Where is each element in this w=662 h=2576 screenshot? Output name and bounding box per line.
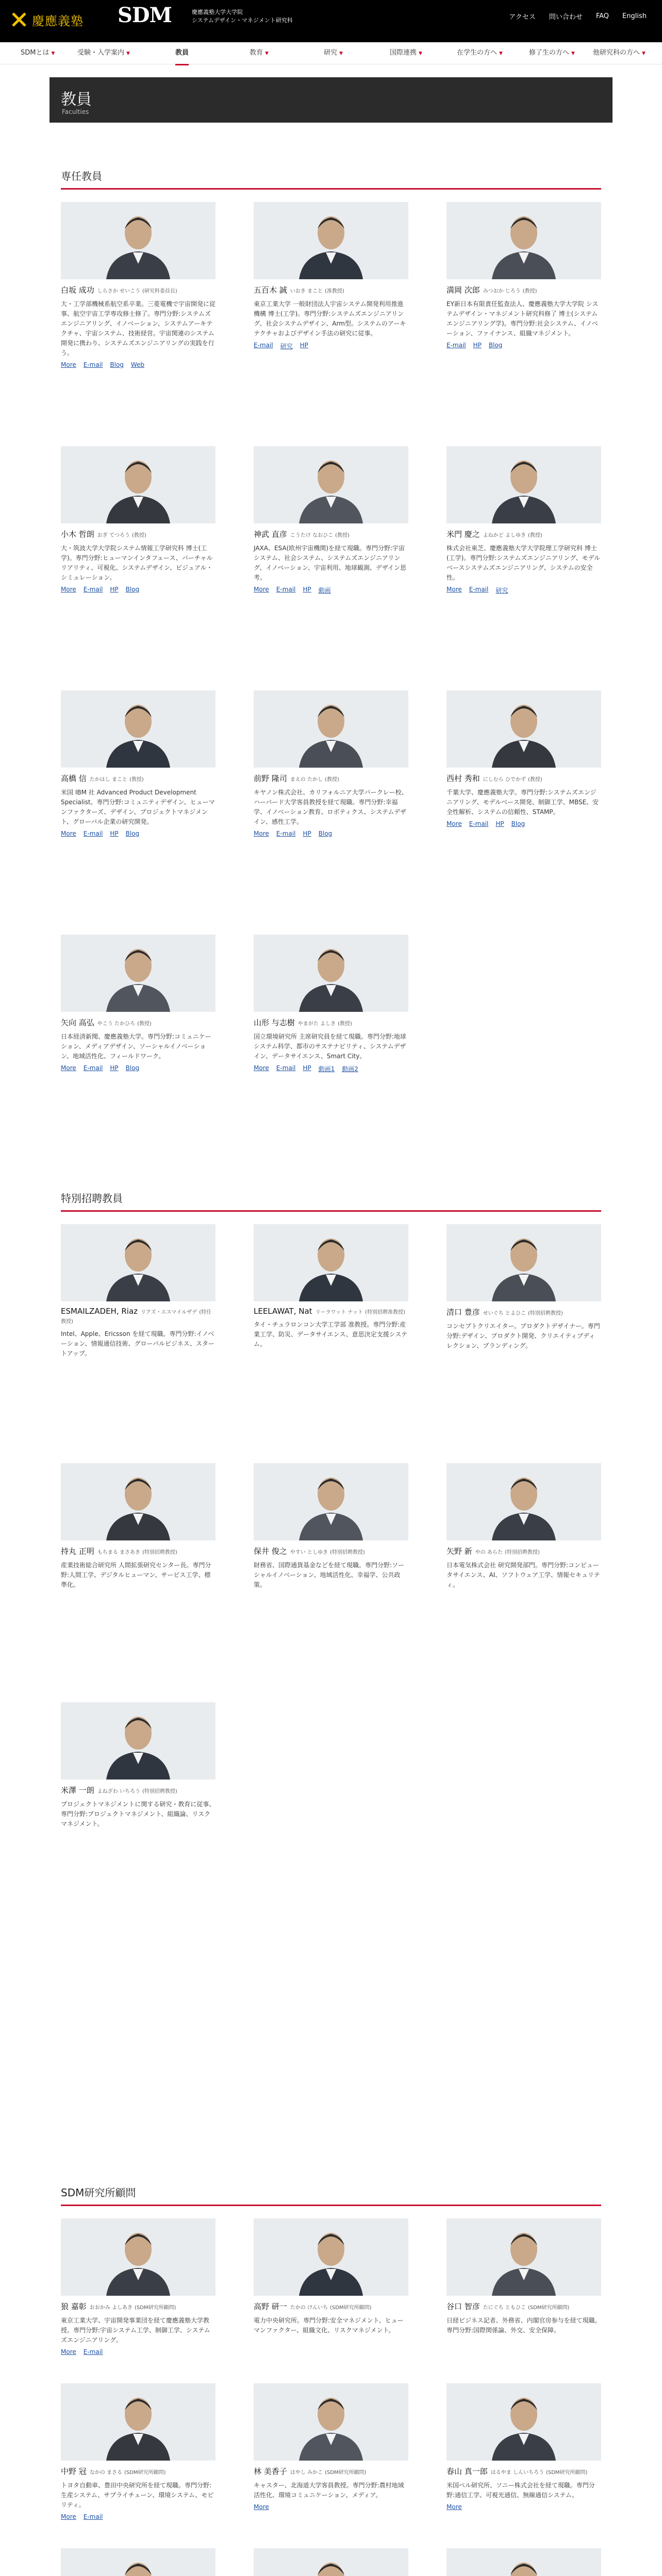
faculty-card [61,446,216,593]
faculty-link[interactable]: E-mail [276,830,296,837]
faculty-photo [254,1224,408,1301]
faculty-links [61,361,216,368]
faculty-links [446,586,601,595]
faculty-links [254,1064,408,1073]
faculty-kana: よねざわ いちろう [97,1789,140,1794]
faculty-link[interactable]: Blog [511,820,525,827]
faculty-name-line [254,1546,408,1556]
page-subtitle: Faculties [62,108,89,115]
faculty-photo [446,2548,601,2576]
faculty-links [446,2503,601,2511]
faculty-links [254,586,408,595]
faculty-name-line [61,2466,216,2477]
faculty-card [446,690,601,827]
faculty-name: 米澤 一朗 [61,1786,94,1795]
faculty-role: (特別招聘教授) [527,1311,563,1316]
faculty-photo [61,935,216,1012]
faculty-description: コンセプトクリエイター。プロダクトデザイナー。専門分野:デザイン、プロダクト開発、クリエイティブディレクション、ブランディング。 [446,1323,600,1349]
faculty-name: 狼 嘉彰 [61,2302,87,2311]
faculty-photo [446,202,601,279]
faculty-card [254,2548,408,2576]
faculty-link[interactable]: Web [130,361,145,368]
faculty-link[interactable]: E-mail [276,586,296,593]
faculty-name: 前野 隆司 [254,774,287,783]
faculty-description: JAXA、ESA(欧州宇宙機関)を経て現職。専門分野:宇宙システム、社会システム、システムズエンジニアリング、イノベーション、宇宙利用、地球観測、デザイン思考。 [254,545,407,581]
faculty-photo [254,202,408,279]
faculty-description: 産業技術総合研究所 人間拡張研究センター長。専門分野:人間工学、デジタルヒューマン、サービス工学、標準化。 [61,1562,211,1588]
faculty-kana: よねかど よしゆき [483,533,526,538]
faculty-kana: いおき まこと [290,289,323,294]
faculty-role: (教授) [527,777,542,783]
faculty-link[interactable]: 研究 [495,587,508,594]
faculty-links [61,1064,216,1072]
faculty-link[interactable]: HP [495,820,504,827]
faculty-link[interactable]: More [61,2513,76,2520]
faculty-name: ESMAILZADEH, Riaz [61,1307,138,1316]
faculty-photo [446,2383,601,2461]
faculty-link[interactable]: 研究 [280,343,293,350]
faculty-link[interactable]: Blog [488,342,503,349]
faculty-description: 日本経済新聞、慶應義塾大学。専門分野:コミュニケーション、メディアデザイン、ソーシャルイノベーション、地域活性化、フィールドワーク。 [61,1033,211,1060]
nav-current-students[interactable]: 在学生の方へ ▼ [457,49,503,57]
faculty-link[interactable]: Blog [125,1064,140,1072]
faculty-card [446,2548,601,2576]
faculty-description: 株式会社東芝、慶應義塾大学大学院理工学研究科 博士(工学)。専門分野:システムズエンジニアリング、モデルベースシステムズエンジニアリング、システムの安全性。 [446,545,601,581]
faculty-photo [61,1463,216,1540]
faculty-kana: リーラワット ナット [315,1310,363,1315]
faculty-photo [254,1463,408,1540]
faculty-card [254,2218,408,2335]
faculty-link[interactable]: E-mail [83,586,103,593]
faculty-card [446,2218,601,2335]
faculty-link[interactable]: E-mail [276,1064,296,1072]
faculty-photo [61,1702,216,1780]
faculty-links [61,2513,216,2520]
faculty-description: 千葉大学、慶應義塾大学。専門分野:システムズエンジニアリング、モデルベース開発、制御工学、MBSE、安全性解析、システムの信頼性、STAMP。 [446,789,599,816]
faculty-name: LEELAWAT, Nat [254,1307,312,1316]
pen-emblem-icon [11,12,27,27]
faculty-kana: たにぐち ともひこ [483,2305,526,2311]
faculty-link[interactable]: E-mail [254,342,273,349]
faculty-card [61,1224,216,1359]
advisors-heading: SDM研究所顧問 [61,2184,601,2206]
faculty-description: プロジェクトマネジメントに関する研究・教育に従事。専門分野:プロジェクトマネジメント、組織論、リスクマネジメント。 [61,1801,216,1827]
faculty-kana: やすい としゆき [290,1550,328,1555]
faculty-name: 林 美香子 [254,2467,287,2476]
faculty-link[interactable]: E-mail [83,361,103,368]
faculty-role: (特任教授) [61,1310,212,1325]
special-faculty-heading: 特別招聘教員 [61,1190,601,1212]
main-nav [0,42,662,64]
faculty-name-line [446,2301,601,2312]
faculty-kana: やこう たかひろ [97,1021,135,1027]
faculty-link[interactable]: HP [303,830,311,837]
faculty-photo [254,935,408,1012]
faculty-kana: みつおか じろう [483,289,521,294]
faculty-photo [254,2548,408,2576]
faculty-links [254,342,408,350]
faculty-role: (研究科委員長) [142,289,177,294]
faculty-card [61,202,216,368]
university-name: 慶應義塾 [32,13,84,28]
faculty-role: (SDM研究所顧問) [134,2305,176,2311]
faculty-name: 持丸 正明 [61,1547,94,1556]
nav-admissions[interactable]: 受験・入学案内 ▼ [77,49,130,57]
faculty-role: (SDM研究所顧問) [545,2470,588,2476]
utility-links [509,11,647,21]
faculty-description: 国立環境研究所 主席研究員を経て現職。専門分野:地球システム科学、都市のサステナビリティ、システムデザイン、データサイエンス、Smart City。 [254,1033,406,1060]
chevron-down-icon: ▼ [126,51,130,56]
chevron-down-icon: ▼ [51,51,55,56]
faculty-kana: やまがた よしき [297,1021,336,1027]
faculty-card [61,2548,216,2576]
faculty-link[interactable]: 動画 [318,587,331,594]
faculty-name-line [61,529,216,539]
faculty-card [61,1702,216,1829]
faculty-name-line [446,1546,601,1556]
faculty-role: (教授) [527,533,542,538]
faculty-name: 西村 秀和 [446,774,480,783]
chevron-down-icon: ▼ [499,51,503,56]
faculty-role: (教授) [337,1021,352,1027]
faculty-name-line [446,1307,601,1317]
contact-link[interactable]: 問い合わせ [549,13,583,21]
faculty-role: (特別招聘教授) [142,1789,177,1794]
faculty-role: (特別招聘教授) [329,1550,365,1555]
faculty-name-line [446,529,601,539]
faculty-name-line [61,1546,216,1556]
faculty-name: 米門 慶之 [446,530,480,539]
faculty-role: (SDM研究所顧問) [324,2470,367,2476]
faculty-name-line [446,773,601,784]
nav-education[interactable]: 教育 ▼ [250,49,269,57]
faculty-links [61,830,216,837]
faculty-links [446,342,601,349]
faculty-name: 春山 真一郎 [446,2467,488,2476]
chevron-down-icon: ▼ [419,51,422,56]
faculty-photo [254,690,408,768]
faculty-name: 白坂 成功 [61,285,94,295]
faculty-link[interactable]: HP [110,830,119,837]
faculty-card [254,446,408,595]
faculty-link[interactable]: More [61,586,76,593]
faculty-kana: はるやま しんいちろう [490,2470,544,2476]
faculty-description: 日本電気株式会社 研究開発部門。専門分野:コンピュータサイエンス、AI、ソフトウェア工学、情報セキュリティ。 [446,1562,600,1588]
faculty-name-line [254,284,408,295]
faculty-description: 大・筑波大学大学院システム情報工学研究科 博士(工学)。専門分野:ヒューマンインタフェース、バーチャルリアリティ、可視化、システムデザイン、ビジュアル・シミュレーション。 [61,545,213,581]
faculty-name: 清口 豊彦 [446,1308,480,1317]
faculty-card [254,690,408,837]
faculty-link[interactable]: More [61,2348,76,2355]
faculty-link[interactable]: More [61,1064,76,1072]
faculty-role: (SDM研究所顧問) [124,2470,166,2476]
faculty-name: 矢向 高弘 [61,1018,94,1027]
faculty-link[interactable]: More [446,586,462,593]
faculty-link[interactable]: HP [110,586,119,593]
faculty-name-line [254,529,408,539]
chevron-down-icon: ▼ [571,51,575,56]
faculty-links [446,820,601,827]
faculty-link[interactable]: E-mail [83,830,103,837]
faculty-card [61,690,216,837]
top-bar [0,0,662,42]
faculty-links [61,586,216,593]
faculty-description: EY新日本有限責任監査法人、慶應義塾大学大学院 システムデザイン・マネジメント研究科修了 博士(システムエンジニアリング学)。専門分野:社会システム、イノベーション、ファイナンス、組織マネジメント。 [446,300,599,337]
faculty-kana: やの あらた [475,1550,503,1555]
faculty-link[interactable]: E-mail [469,586,489,593]
faculty-card [446,2383,601,2511]
faculty-link[interactable]: Blog [318,830,333,837]
nav-alumni[interactable]: 修了生の方へ ▼ [529,49,575,57]
faculty-link[interactable]: E-mail [83,2513,103,2520]
faculty-name-line [61,773,216,784]
faculty-name-line [254,773,408,784]
faculty-photo [61,202,216,279]
faculty-card [254,1463,408,1590]
faculty-links [61,2348,216,2355]
faculty-photo [254,2383,408,2461]
faculty-photo [254,446,408,523]
faculty-link[interactable]: Blog [110,361,124,368]
faculty-card [61,2383,216,2520]
faculty-kana: まえの たかし [290,777,323,783]
faculty-description: 米国ベル研究所、ソニー株式会社を経て現職。専門分野:通信工学、可視光通信、無線通信システム。 [446,2482,595,2499]
faculty-card [446,202,601,349]
faculty-card [446,446,601,595]
faculty-name: 満岡 次郎 [446,285,480,295]
faculty-link[interactable]: E-mail [83,1064,103,1072]
faculty-photo [61,1224,216,1301]
sdm-logo[interactable]: SDM [118,3,172,27]
faculty-links [254,2503,408,2511]
faculty-link[interactable]: More [61,361,76,368]
faculty-name-line [254,1017,408,1028]
faculty-name: 山形 与志樹 [254,1018,295,1027]
faculty-name-line [61,1785,216,1795]
faculty-name-line [61,2301,216,2312]
faculty-description: キヤノン株式会社、カリフォルニア大学バークレー校、ハーバード大学客員教授を経て現職。専門分野:幸福学、イノベーション教育、ロボティクス、システムデザイン、感性工学。 [254,789,408,825]
faculty-description: トヨタ自動車、豊田中央研究所を経て現職。専門分野:生産システム、サプライチェーン、環境システム、モビリティ。 [61,2482,214,2509]
faculty-kana: なかの まさる [89,2470,122,2476]
faculty-role: (教授) [129,777,144,783]
faculty-link[interactable]: E-mail [446,342,466,349]
faculty-photo [446,2218,601,2296]
chevron-down-icon: ▼ [642,51,646,56]
faculty-name-line [61,284,216,295]
keio-logo[interactable] [11,9,84,30]
faculty-kana: たかはし まこと [89,777,127,783]
faculty-description: 日経ビジネス記者、外務省、内閣官房参与を経て現職。専門分野:国際関係論、外交、安全保障。 [446,2317,601,2334]
faculty-link[interactable]: More [446,820,462,827]
faculty-link[interactable]: HP [303,1064,311,1072]
faculty-description: 電力中央研究所。専門分野:安全マネジメント、ヒューマンファクター、組織文化、リスクマネジメント。 [254,2317,404,2334]
faculty-role: (特別招聘教授) [142,1550,177,1555]
faculty-name-line [61,1017,216,1028]
faculty-link[interactable]: 動画2 [342,1065,358,1073]
faculty-photo [446,1224,601,1301]
page-header [49,77,613,123]
faculty-name: 谷口 智彦 [446,2302,480,2311]
faculty-card [61,935,216,1072]
faculty-link[interactable]: More [61,830,76,837]
faculty-role: (教授) [335,533,350,538]
chevron-down-icon: ▼ [339,51,343,56]
faculty-kana: はやし みかこ [290,2470,323,2476]
faculty-kana: しらさか せいこう [97,289,140,294]
faculty-link[interactable]: E-mail [83,2348,103,2355]
faculty-photo [254,2218,408,2296]
faculty-description: タイ・チュラロンコン大学工学部 准教授。専門分野:産業工学、防災、データサイエンス、意思決定支援システム。 [254,1321,408,1348]
faculty-photo [61,690,216,768]
faculty-role: (教授) [131,533,146,538]
faculty-description: Intel、Apple、Ericsson を経て現職。専門分野:イノベーション、情報通信技術、グローバルビジネス、スタートアップ。 [61,1330,214,1357]
faculty-photo [61,446,216,523]
chevron-down-icon: ▼ [265,51,269,56]
faculty-name: 中野 冠 [61,2467,87,2476]
faculty-name: 高野 研一 [254,2302,287,2311]
faculty-link[interactable]: More [254,1064,269,1072]
faculty-card [254,2383,408,2511]
faculty-photo [446,690,601,768]
faculty-role: (教授) [137,1021,152,1027]
faculty-kana: リアズ・エスマイルザデ [141,1310,197,1315]
faculty-description: 東京工業大学、宇宙開発事業団を経て慶應義塾大学教授。専門分野:宇宙システム工学、制御工学、システムズエンジニアリング。 [61,2317,210,2344]
nav-about[interactable]: SDMとは ▼ [21,49,55,57]
faculty-link[interactable]: HP [473,342,482,349]
faculty-card [61,2218,216,2355]
faculty-role: (SDM研究所顧問) [329,2305,372,2311]
faculty-description: 大・工学部機械系航空系卒業。三菱電機で宇宙開発に従事、航空宇宙工学専攻修士修了。専門分野:システムズエンジニアリング、イノベーション、システムアーキテクチャ、宇宙システム、技術経営。宇宙関連のシステム開発に携わり、システムズエンジニアリングの実践を行う。 [61,300,216,357]
faculty-name-line [61,1307,216,1325]
nav-international[interactable]: 国際連携 ▼ [390,49,422,57]
faculty-kana: おおかみ よしあき [89,2305,133,2311]
faculty-link[interactable]: HP [110,1064,119,1072]
faculty-name: 神武 直彦 [254,530,287,539]
faculty-link[interactable]: More [254,2503,269,2511]
faculty-role: (准教授) [324,289,344,294]
faculty-link[interactable]: HP [303,586,311,593]
faculty-kana: こうたけ なおひこ [290,533,333,538]
faq-link[interactable]: FAQ [595,12,609,20]
faculty-role: (教授) [324,777,339,783]
nav-other-schools[interactable]: 他研究科の方へ ▼ [593,49,646,57]
faculty-kana: にしむら ひでかず [483,777,526,783]
faculty-name: 矢野 新 [446,1547,472,1556]
page-title: 教員 [61,91,92,109]
faculty-name-line [446,2466,601,2477]
faculty-kana: たかの けんいち [290,2305,328,2311]
faculty-description: 財務省、国際通貨基金などを経て現職。専門分野:ソーシャルイノベーション、地域活性化、幸福学、公共政策。 [254,1562,405,1588]
faculty-photo [61,2548,216,2576]
faculty-link[interactable]: More [254,586,269,593]
nav-research[interactable]: 研究 ▼ [324,49,343,57]
faculty-role: (特別招聘准教授) [365,1310,405,1315]
faculty-card [254,202,408,350]
access-link[interactable]: アクセス [509,13,536,21]
faculty-link[interactable]: HP [300,342,308,349]
faculty-link[interactable]: E-mail [469,820,489,827]
faculty-name: 保井 俊之 [254,1547,287,1556]
faculty-card [254,935,408,1073]
faculty-card [446,1224,601,1351]
faculty-card [254,1224,408,1349]
faculty-link[interactable]: More [254,830,269,837]
faculty-name-line [446,284,601,295]
faculty-kana: おぎ てつろう [97,533,130,538]
faculty-description: 米国 IBM 社 Advanced Product Development Specialist。専門分野:コミュニティデザイン、ヒューマンファクターズ、デザイン、プロジェクトマネジメント、グローバル企業の研究開発。 [61,789,215,825]
faculty-photo [446,446,601,523]
faculty-kana: もちまる まさあき [97,1550,140,1555]
regular-faculty-heading: 専任教員 [61,168,601,190]
faculty-name: 五百木 誠 [254,285,287,295]
faculty-role: (特別招聘教授) [504,1550,540,1555]
faculty-photo [61,2383,216,2461]
faculty-link[interactable]: More [446,2503,462,2511]
english-link[interactable]: English [622,12,647,20]
faculty-role: (SDM研究所顧問) [527,2305,570,2311]
faculty-kana: せいぐち とよひこ [483,1311,526,1316]
faculty-role: (教授) [522,289,537,294]
school-name: 慶應義塾大学大学院 システムデザイン・マネジメント研究科 [192,9,293,24]
faculty-name-line [254,2301,408,2312]
faculty-description: 東京工業大学 一般財団法人宇宙システム開発利用推進機構 博士(工学)。専門分野:システムズエンジニアリング、社会システムデザイン、Arm型。システムのアーキテクチャおよびデザイン手法の研究に従事。 [254,300,406,337]
faculty-name: 小木 哲朗 [61,530,94,539]
faculty-link[interactable]: 動画1 [318,1065,335,1073]
faculty-card [61,1463,216,1590]
faculty-link[interactable]: Blog [125,830,140,837]
faculty-photo [446,1463,601,1540]
faculty-name: 高橋 信 [61,774,87,783]
faculty-name-line [254,2466,408,2477]
faculty-description: キャスター、北海道大学客員教授。専門分野:農村地域活性化、環境コミュニケーション、メディア。 [254,2482,404,2499]
nav-faculty[interactable]: 教員 [175,42,189,65]
faculty-links [254,830,408,837]
faculty-link[interactable]: Blog [125,586,140,593]
faculty-card [446,1463,601,1590]
faculty-name-line [254,1307,408,1316]
faculty-photo [61,2218,216,2296]
